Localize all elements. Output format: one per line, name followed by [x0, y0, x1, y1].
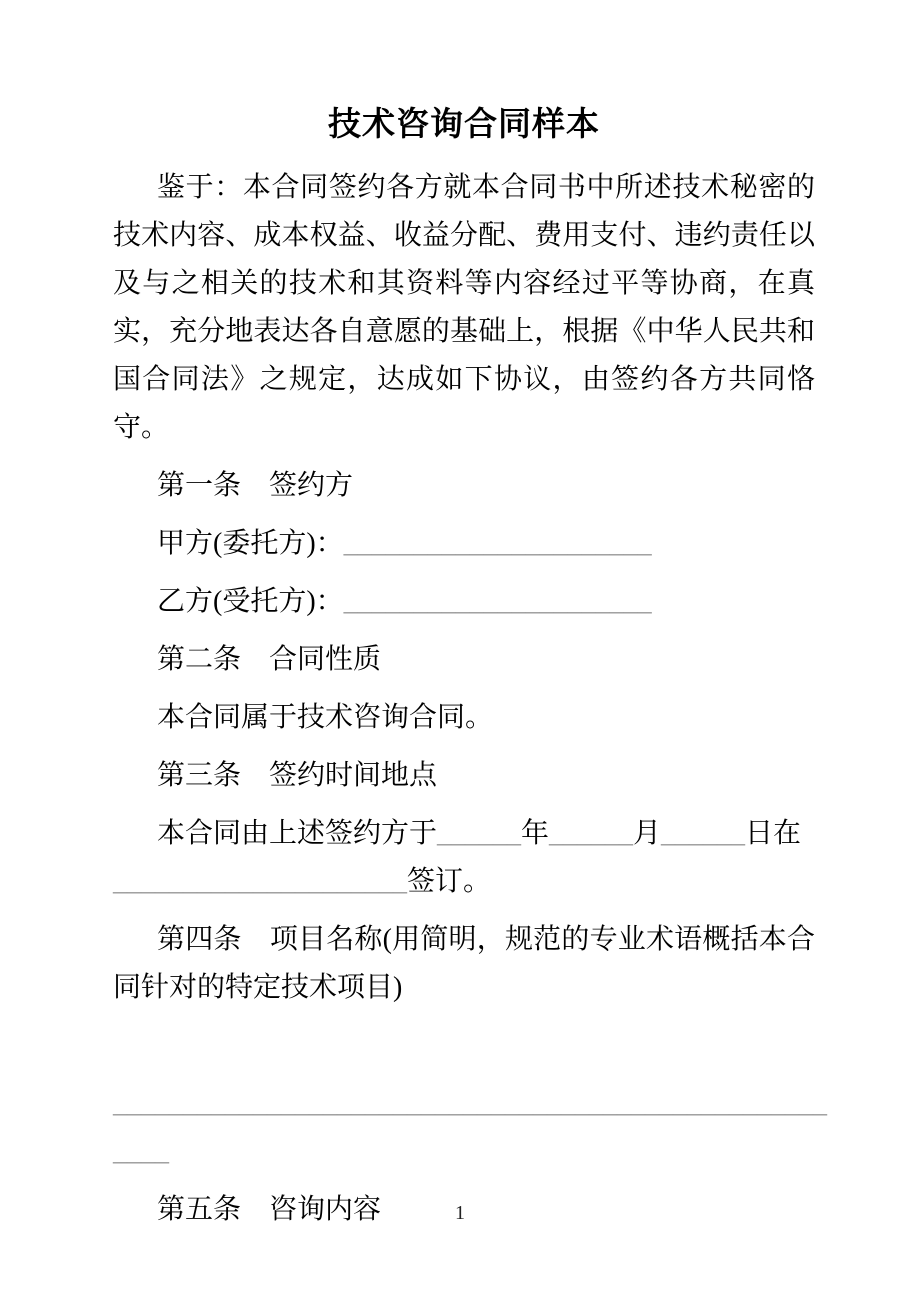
party-b-blank-field[interactable]: ______________________ — [343, 586, 652, 617]
day-unit-label: 日在 — [745, 818, 802, 849]
month-unit-label: 月 — [633, 818, 662, 849]
project-name-blank-line-1[interactable]: ___________________________________________________ — [113, 1088, 827, 1119]
signing-sentence-suffix: 签订。 — [407, 866, 492, 897]
document-title: 技术咨询合同样本 — [328, 105, 600, 142]
article-4-heading: 第四条 项目名称(用简明，规范的专业术语概括本合同针对的特定技术项目) — [113, 924, 815, 1003]
day-blank-field[interactable]: ______ — [661, 818, 746, 849]
project-name-blank-line-2[interactable]: ____ — [113, 1136, 169, 1167]
party-b-label: 乙方(受托方)： — [157, 586, 344, 617]
place-blank-field[interactable]: _____________________ — [113, 866, 407, 897]
article-3-heading: 第三条 签约时间地点 — [157, 760, 438, 791]
project-name-blank-block — [113, 1080, 827, 1176]
blank-spacer — [113, 1022, 815, 1080]
party-b-line — [113, 578, 815, 626]
article-2-heading: 第二条 合同性质 — [157, 644, 382, 675]
year-unit-label: 年 — [521, 818, 550, 849]
month-blank-field[interactable]: ______ — [549, 818, 634, 849]
article-5-heading: 第五条 咨询内容 — [157, 1194, 382, 1225]
party-a-blank-field[interactable]: ______________________ — [343, 528, 652, 559]
article-2-body: 本合同属于技术咨询合同。 — [157, 702, 494, 733]
party-a-label: 甲方(委托方)： — [157, 528, 344, 559]
intro-paragraph: 鉴于：本合同签约各方就本合同书中所述技术秘密的技术内容、成本权益、收益分配、费用支付、违约责任以及与之相关的技术和其资料等内容经过平等协商，在真实，充分地表达各自意愿的基础上，根据《中华人民共和国合同法》之规定，达成如下协议，由签约各方共同恪守。 — [113, 172, 815, 443]
signing-date-line — [113, 810, 815, 906]
article-1-heading: 第一条 签约方 — [157, 470, 354, 501]
signing-sentence-prefix: 本合同由上述签约方于 — [157, 818, 438, 849]
year-blank-field[interactable]: ______ — [437, 818, 522, 849]
party-a-line — [113, 520, 815, 568]
page-number: 1 — [455, 1202, 465, 1224]
